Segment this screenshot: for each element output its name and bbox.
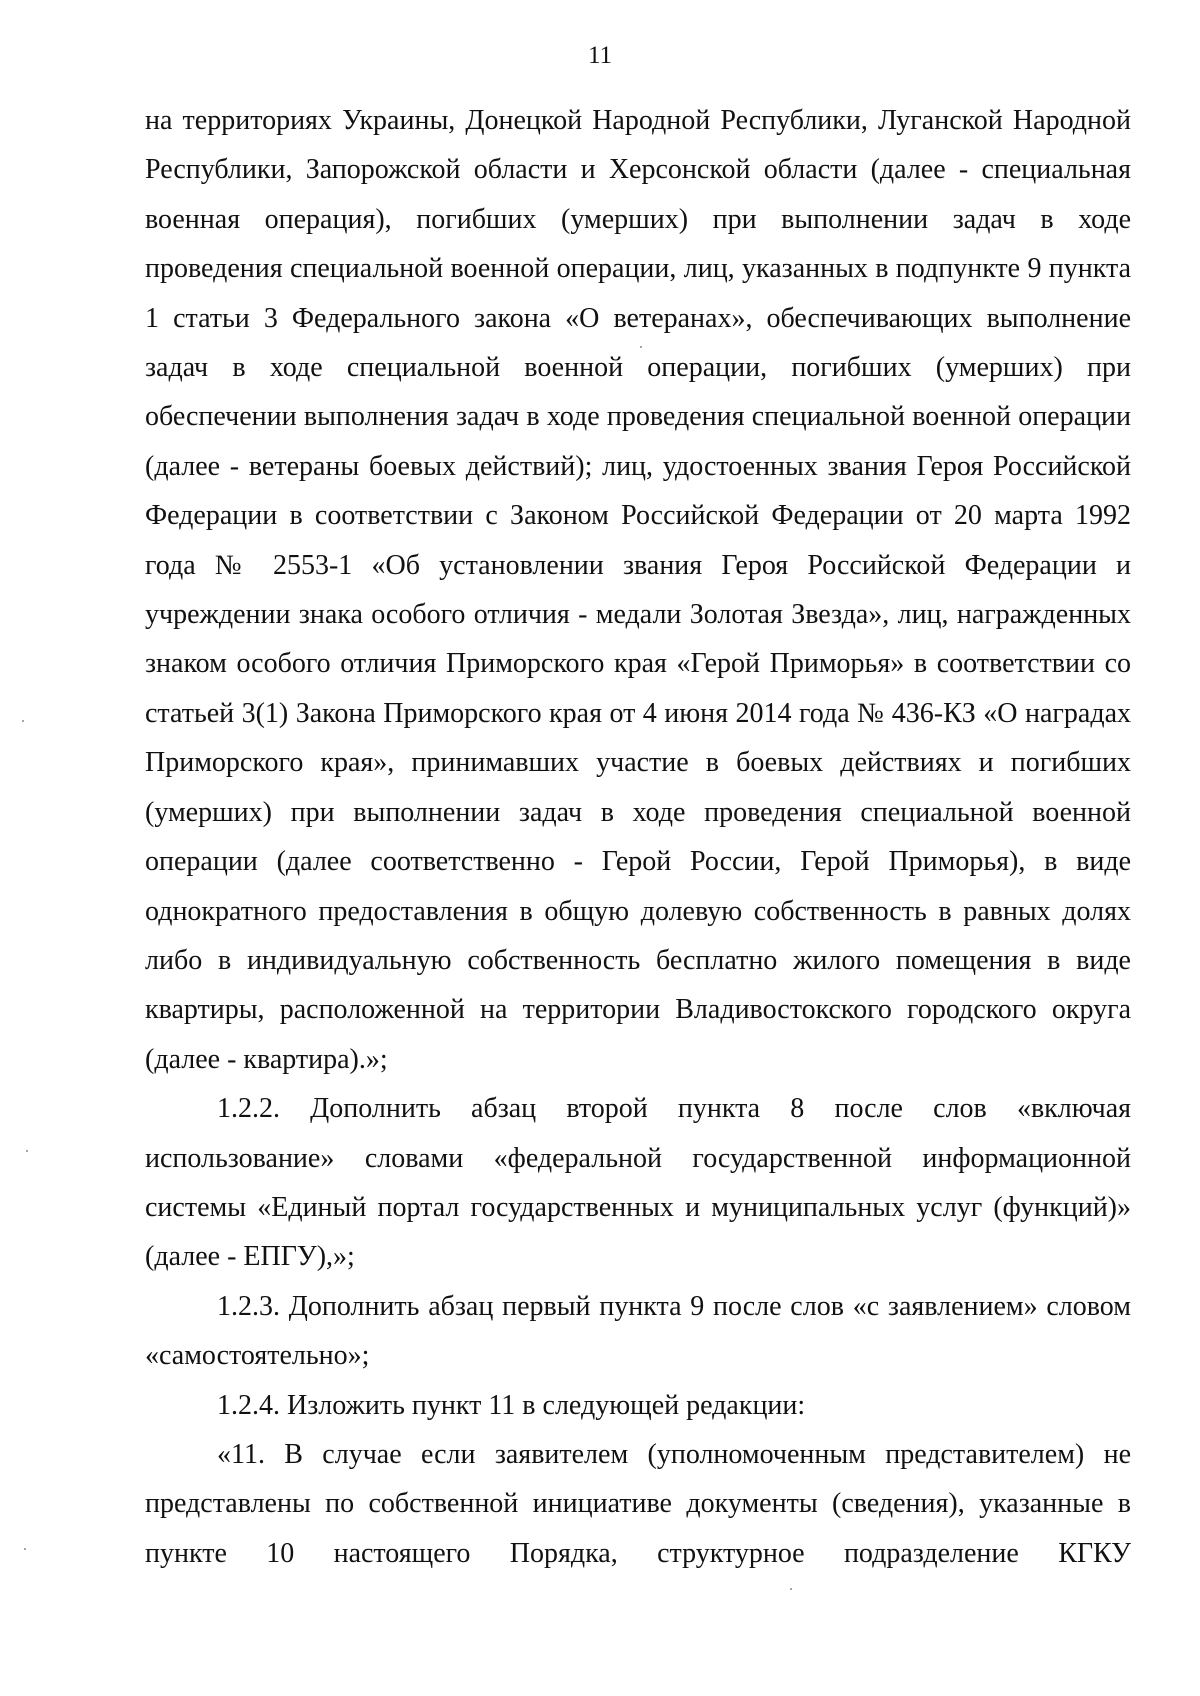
paragraph-1-2-2: 1.2.2. Дополнить абзац второй пункта 8 после слов «включая использование» словами «федеральной государственной информационной системы «Единый портал государственных и муниципальных услуг (функций)» (далее - ЕПГУ),»; xyxy=(145,1093,1131,1273)
paragraph-1-2-4: 1.2.4. Изложить пункт 11 в следующей редакции: xyxy=(217,1389,806,1421)
scan-speck xyxy=(24,1548,26,1550)
paragraph-continuation: на территориях Украины, Донецкой Народной Республики, Луганской Народной Республики, Запорожской области и Херсонской области (далее - специальная военная операция), погибших (умерших) при выполнении задач в ходе проведения специальной военной операции, лиц, указанных в подпункте 9 пункта 1 статьи 3 Федерального закона «О ветеранах», обеспечивающих выполнение задач в ходе специальной военной операции, погибших (умерших) при обеспечении выполнения задач в ходе проведения специальной военной операции (далее - ветераны боевых действий); лиц, удостоенных звания Героя Российской Федерации в соответствии с Законом Российской Федерации от 20 марта 1992 года № 2553-1 «Об установлении звания Героя Российской Федерации и учреждении знака особого отличия - медали Золотая Звезда», лиц, награжденных знаком особого отличия Приморского края «Герой Приморья» в соответствии со статьей 3(1) Закона Приморского края от 4 июня 2014 года № 436-КЗ «О наградах Приморского края», принимавших участие в боевых действиях и погибших (умерших) при выполнении задач в ходе проведения специальной военной операции (далее соответственно - Герой России, Герой Приморья), в виде однократного предоставления в общую долевую собственность в равных долях либо в индивидуальную собственность бесплатно жилого помещения в виде квартиры, расположенной на территории Владивостокского городского округа (далее - квартира).»; xyxy=(145,105,1131,1075)
scan-speck xyxy=(26,1150,28,1152)
scan-speck xyxy=(640,346,642,348)
paragraph-quoted-item-11: «11. В случае если заявителем (уполномоченным представителем) не представлены по собственной инициативе документы (сведения), указанные в пункте 10 настоящего Порядка, структурное подразделение КГКУ xyxy=(145,1438,1131,1569)
scan-speck xyxy=(790,1588,792,1590)
page-number: 11 xyxy=(587,42,613,69)
document-body xyxy=(145,96,1131,1578)
paragraph-1-2-3: 1.2.3. Дополнить абзац первый пункта 9 после слов «с заявлением» словом «самостоятельно»; xyxy=(145,1290,1131,1372)
scan-speck xyxy=(22,720,24,722)
